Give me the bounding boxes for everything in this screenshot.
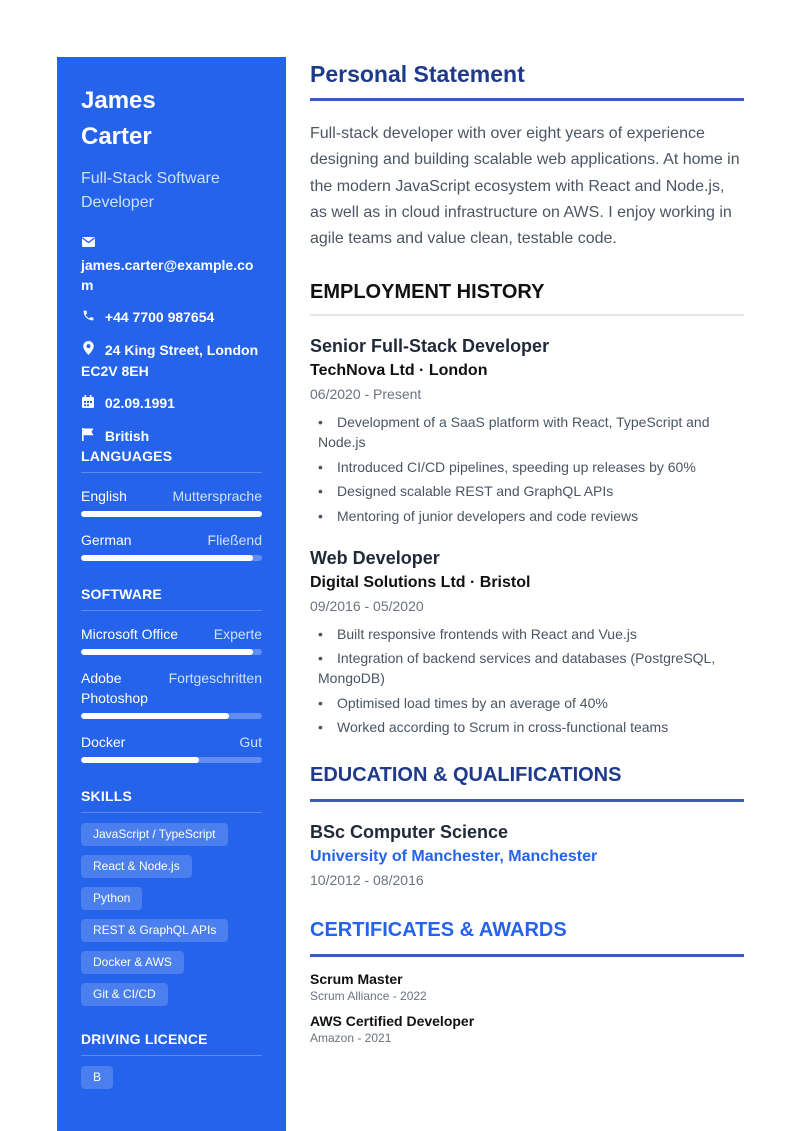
languages-section xyxy=(81,447,262,561)
sidebar xyxy=(57,57,286,1131)
software-level-bar xyxy=(81,757,262,763)
job-bullet: • Development of a SaaS platform with React, TypeScript and Node.js xyxy=(318,414,710,451)
language-level: Fließend xyxy=(207,532,262,548)
education-dates: 10/2012 - 08/2016 xyxy=(310,872,424,889)
skill-tag: Docker & AWS xyxy=(81,951,184,974)
map-pin-icon xyxy=(81,341,95,361)
language-row xyxy=(81,530,262,561)
job-company: Digital Solutions Ltd · Bristol xyxy=(310,573,531,591)
contact-nationality xyxy=(81,426,262,447)
personal-statement-heading: Personal Statement xyxy=(310,58,744,101)
job-dates: 06/2020 - Present xyxy=(310,386,422,403)
contact-list xyxy=(81,233,262,447)
languages-heading: LANGUAGES xyxy=(81,447,262,473)
software-heading: SOFTWARE xyxy=(81,585,262,611)
job-bullets xyxy=(310,624,744,738)
contact-address-text: 24 King Street, London EC2V 8EH xyxy=(81,342,259,379)
certificate-name: Scrum Master xyxy=(310,971,403,988)
certificate-entry xyxy=(310,1012,744,1046)
calendar-icon xyxy=(81,394,95,414)
certificate-entry xyxy=(310,970,744,1004)
certificates-heading: CERTIFICATES & AWARDS xyxy=(310,916,744,957)
employment-history-heading: EMPLOYMENT HISTORY xyxy=(310,278,744,316)
job-bullet: • Designed scalable REST and GraphQL APIs xyxy=(318,483,614,500)
software-name: Adobe Photoshop xyxy=(81,670,148,706)
job-company: TechNova Ltd · London xyxy=(310,362,488,380)
language-name: German xyxy=(81,532,132,548)
education-heading: EDUCATION & QUALIFICATIONS xyxy=(310,761,744,802)
candidate-title: Full-Stack Software Developer xyxy=(81,170,220,211)
software-row xyxy=(81,668,262,719)
candidate-name: James Carter xyxy=(81,87,156,150)
driving-licence-section xyxy=(81,1030,262,1089)
job-bullet: • Optimised load times by an average of 40% xyxy=(318,694,608,711)
contact-birthdate xyxy=(81,393,262,414)
skills-heading: SKILLS xyxy=(81,787,262,813)
job-bullet: • Mentoring of junior developers and code reviews xyxy=(318,507,639,524)
software-name: Docker xyxy=(81,734,126,750)
personal-statement-text: Full-stack developer with over eight years of experience designing and building scalable web applications. At home in the modern JavaScript ecosystem with React and Node.js, as well as in cloud infrastructure on AWS. I enjoy working in agile teams and value clean, testable code. xyxy=(310,125,740,248)
software-level-bar xyxy=(81,649,262,655)
language-level-bar-fill xyxy=(81,555,253,561)
skill-tag: JavaScript / TypeScript xyxy=(81,823,228,846)
job-bullets xyxy=(310,412,744,526)
contact-phone-text: +44 7700 987654 xyxy=(104,309,215,325)
software-level-bar xyxy=(81,713,262,719)
contact-nationality-text: British xyxy=(104,428,150,444)
language-level-bar xyxy=(81,555,262,561)
licence-tag: B xyxy=(81,1066,113,1089)
flag-icon xyxy=(81,427,95,447)
job-bullet: • Built responsive frontends with React and Vue.js xyxy=(318,625,637,642)
software-name: Microsoft Office xyxy=(81,626,178,642)
software-level-bar-fill xyxy=(81,757,199,763)
contact-address xyxy=(81,340,262,381)
job-bullet: • Worked according to Scrum in cross-functional teams xyxy=(318,719,669,736)
language-level-bar xyxy=(81,511,262,517)
software-section xyxy=(81,585,262,763)
job-bullet: • Introduced CI/CD pipelines, speeding up releases by 60% xyxy=(318,458,696,475)
contact-email[interactable] xyxy=(81,233,262,295)
job-role: Senior Full-Stack Developer xyxy=(310,336,550,357)
skill-tag: React & Node.js xyxy=(81,855,192,878)
education-entry xyxy=(310,820,744,890)
education-degree: BSc Computer Science xyxy=(310,822,509,843)
language-row xyxy=(81,486,262,517)
software-row xyxy=(81,732,262,763)
job-entry xyxy=(310,334,744,526)
skill-tag: REST & GraphQL APIs xyxy=(81,919,228,942)
software-row xyxy=(81,624,262,655)
certificate-meta: Scrum Alliance - 2022 xyxy=(310,989,427,1004)
certificate-name: AWS Certified Developer xyxy=(310,1013,475,1030)
software-level: Gut xyxy=(239,734,262,750)
licence-tags xyxy=(81,1066,262,1089)
skills-tags xyxy=(81,823,262,1006)
contact-birthdate-text: 02.09.1991 xyxy=(104,395,175,411)
software-level: Experte xyxy=(213,626,262,642)
education-school: University of Manchester, Manchester xyxy=(310,848,598,866)
main-content xyxy=(310,58,744,1054)
skills-section xyxy=(81,787,262,1006)
contact-phone[interactable] xyxy=(81,307,262,328)
language-level-bar-fill xyxy=(81,511,262,517)
driving-licence-heading: DRIVING LICENCE xyxy=(81,1030,262,1056)
certificates-list xyxy=(310,970,744,1046)
job-dates: 09/2016 - 05/2020 xyxy=(310,597,424,614)
job-role: Web Developer xyxy=(310,547,440,568)
language-level: Muttersprache xyxy=(172,488,262,504)
job-bullet: • Integration of backend services and databases (PostgreSQL, MongoDB) xyxy=(318,650,716,687)
envelope-icon xyxy=(81,233,95,253)
software-level-bar-fill xyxy=(81,649,253,655)
contact-email-text[interactable]: james.carter@example.com xyxy=(81,257,254,293)
phone-icon xyxy=(81,308,95,328)
certificate-meta: Amazon - 2021 xyxy=(310,1031,392,1046)
skill-tag: Git & CI/CD xyxy=(81,983,168,1006)
job-entry xyxy=(310,546,744,738)
software-level: Fortgeschritten xyxy=(168,670,262,686)
software-level-bar-fill xyxy=(81,713,229,719)
skill-tag: Python xyxy=(81,887,142,910)
language-name: English xyxy=(81,488,127,504)
